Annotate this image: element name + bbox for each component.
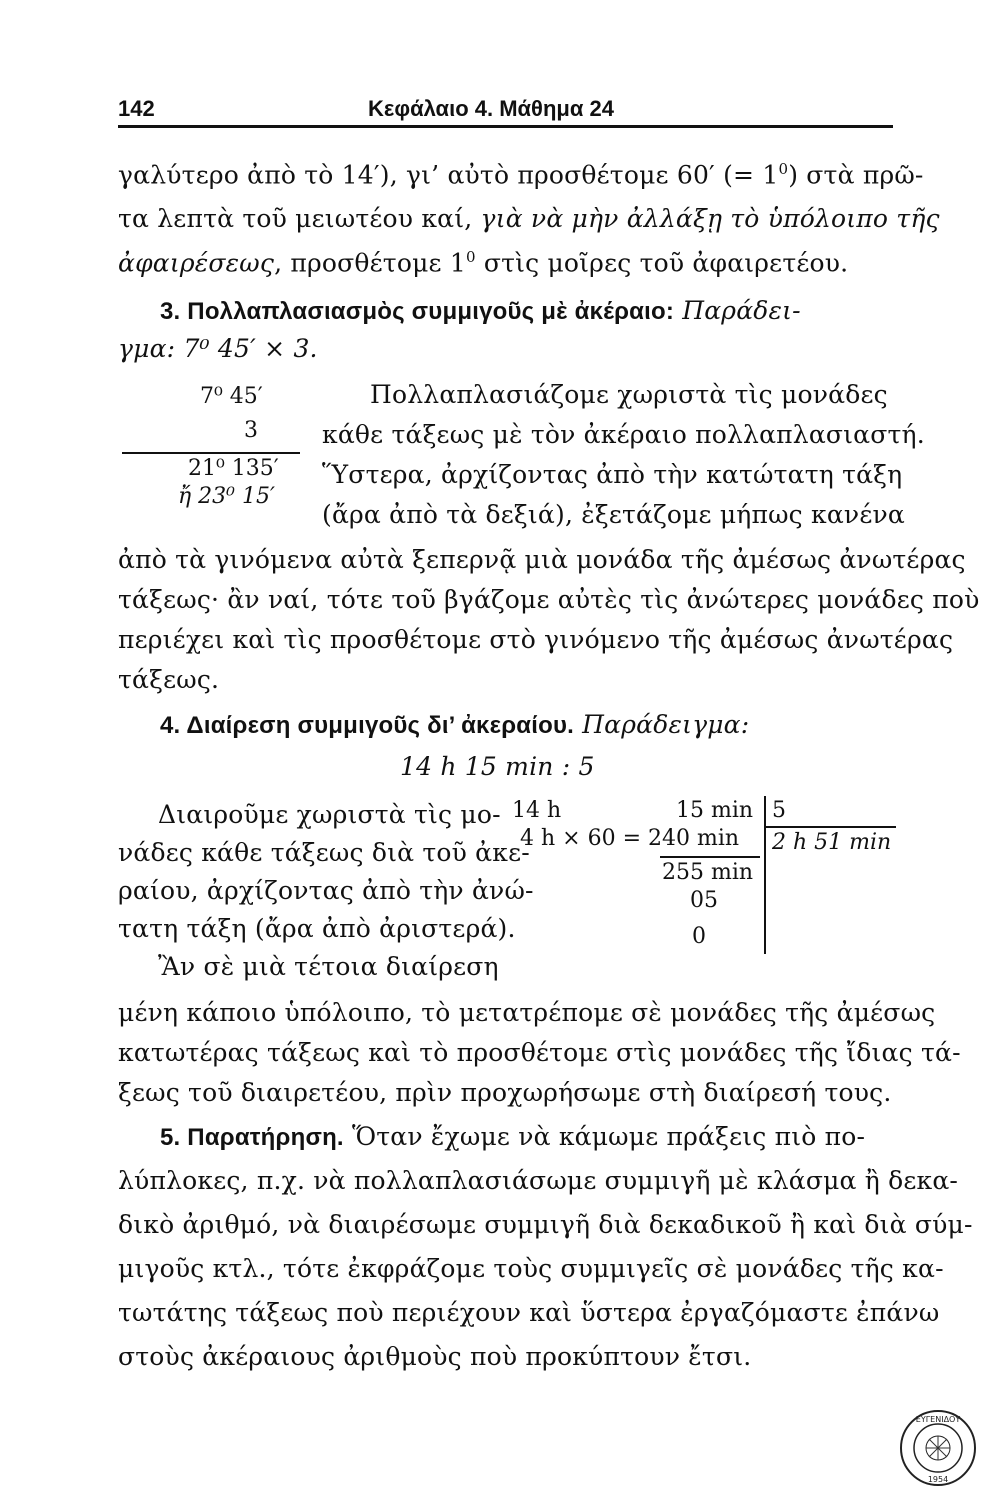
superscript: 0 [778,160,789,178]
calc-row-2: 3 [244,418,258,443]
div-divisor-rule [764,826,896,828]
s3-text-1: Πολλαπλασιάζομε χωριστὰ τὶς μονάδες [370,380,888,409]
s3-text-4: (ἄρα ἀπὸ τὰ δεξιά), ἐξετάζομε μήπως κανένα [322,500,905,529]
s5-text-3: δικὸ ἀριθμό, νὰ διαιρέσωμε συμμιγῆ διὰ δεκαδικοῦ ἢ καὶ διὰ σύμ- [118,1210,973,1239]
s3-text-7: περιέχει καὶ τὶς προσθέτομε στὸ γινόμενο τῆς ἀμέσως ἀνωτέρας [118,625,954,654]
section3-example: γμα: 7⁰ 45′ × 3. [118,334,318,363]
s5-text-2: λύπλοκες, π.χ. νὰ πολλαπλασιάσωμε συμμιγῆ μὲ κλάσμα ἢ δεκα- [118,1166,959,1195]
header-rule [118,125,893,128]
s4-cont-2: κατωτέρας τάξεως καὶ τὸ προσθέτομε στὶς μονάδες τῆς ἴδιας τά- [118,1038,961,1067]
foundation-stamp-icon [898,1408,978,1488]
s4-text-2: νάδες κάθε τάξεως διὰ τοῦ ἀκε- [118,838,530,867]
div-remainder-2: 0 [692,924,706,949]
section3-example-label: Παράδει- [682,296,801,325]
intro-italic: γιὰ νὰ μὴν ἀλλάξῃ τὸ ὑπόλοιπο τῆς [480,204,940,233]
section3-heading-line [160,296,801,326]
page-number: 142 [118,96,155,121]
intro-text: στὶς μοῖρες τοῦ ἀφαιρετέου. [475,248,849,278]
s5-text-4: μιγοῦς κτλ., τότε ἐκφράζομε τοὺς συμμιγεῖς σὲ μονάδες τῆς κα- [118,1254,944,1283]
section4-example-label: Παράδειγμα: [582,710,750,739]
calc-row-3: 21⁰ 135′ [188,456,279,481]
div-vertical-rule [764,796,766,954]
calc-rule [122,452,300,454]
section4-heading-line [160,710,749,740]
s3-text-2: κάθε τάξεως μὲ τὸν ἀκέραιο πολλαπλασιαστή. [322,420,925,449]
section5-heading: 5. Παρατήρηση. [160,1124,344,1151]
s4-cont-1: μένη κάποιο ὑπόλοιπο, τὸ μετατρέπομε σὲ μονάδες τῆς ἀμέσως [118,998,936,1027]
intro-line-3 [118,248,848,277]
s3-text-3: Ὕστερα, ἀρχίζοντας ἀπὸ τὴν κατώτατη τάξη [322,460,903,489]
s4-text-4: τατη τάξη (ἄρα ἀπὸ ἀριστερά). [118,914,516,943]
superscript: 0 [465,248,476,266]
intro-italic: ἀφαιρέσεως [118,248,275,278]
div-remainder-1: 05 [690,888,718,913]
div-sum: 255 min [662,860,754,885]
s4-cont-3: ξεως τοῦ διαιρετέου, πρὶν προχωρήσωμε στὴ διαίρεσή τους. [118,1078,892,1107]
calc-row-1: 7⁰ 45′ [200,384,263,409]
intro-line-2 [118,204,940,233]
div-dividend-minutes: 15 min [676,798,754,823]
s4-text-5: Ἂν σὲ μιὰ τέτοια διαίρεση [158,952,499,981]
intro-text: ) στὰ πρῶ- [788,160,924,190]
svg-text:ΕΥΓΕΝΙΔΟΥ: ΕΥΓΕΝΙΔΟΥ [915,1415,961,1424]
div-sum-rule [660,856,760,858]
s5-text-5: τωτάτης τάξεως ποὺ περιέχουν καὶ ὕστερα ἐργαζόμαστε ἐπάνω [118,1298,940,1327]
running-title: Κεφάλαιο 4. Μάθημα 24 [368,96,614,121]
s3-text-8: τάξεως. [118,665,220,694]
div-quotient: 2 h 51 min [772,830,892,855]
svg-text:1954: 1954 [927,1475,949,1484]
section3-heading: 3. Πολλαπλασιασμὸς συμμιγοῦς μὲ ἀκέραιο: [160,298,675,325]
s5-text-6: στοὺς ἀκέραιους ἀριθμοὺς ποὺ προκύπτουν ἔτσι. [118,1342,752,1371]
section4-heading: 4. Διαίρεση συμμιγοῦς δι’ ἀκεραίου. [160,712,574,739]
calc-row-4: ἤ 23⁰ 15′ [178,484,275,509]
div-divisor: 5 [772,798,786,823]
intro-line-1 [118,160,924,189]
section5-line-1 [160,1122,865,1152]
section4-example-expr: 14 h 15 min : 5 [400,752,595,781]
intro-text: γαλύτερο ἀπὸ τὸ 14′), γι’ αὐτὸ προσθέτομε 60′ (= 1 [118,160,779,190]
section5-text: Ὅταν ἔχωμε νὰ κάμωμε πράξεις πιὸ πο- [351,1122,866,1151]
div-dividend-hours: 14 h [512,798,562,823]
intro-text: , προσθέτομε 1 [274,248,466,278]
intro-text: τα λεπτὰ τοῦ μειωτέου καί, [118,204,481,233]
s4-text-1: Διαιροῦμε χωριστὰ τὶς μο- [158,800,501,829]
s4-text-3: ραίου, ἀρχίζοντας ἀπὸ τὴν ἀνώ- [118,876,534,905]
s3-text-6: τάξεως· ἂν ναί, τότε τοῦ βγάζομε αὐτὲς τὶς ἀνώτερες μονάδες ποὺ [118,585,980,614]
s3-text-5: ἀπὸ τὰ γινόμενα αὐτὰ ξεπερνᾷ μιὰ μονάδα τῆς ἀμέσως ἀνωτέρας [118,545,966,574]
div-conversion: 4 h × 60 = 240 min [520,826,740,851]
